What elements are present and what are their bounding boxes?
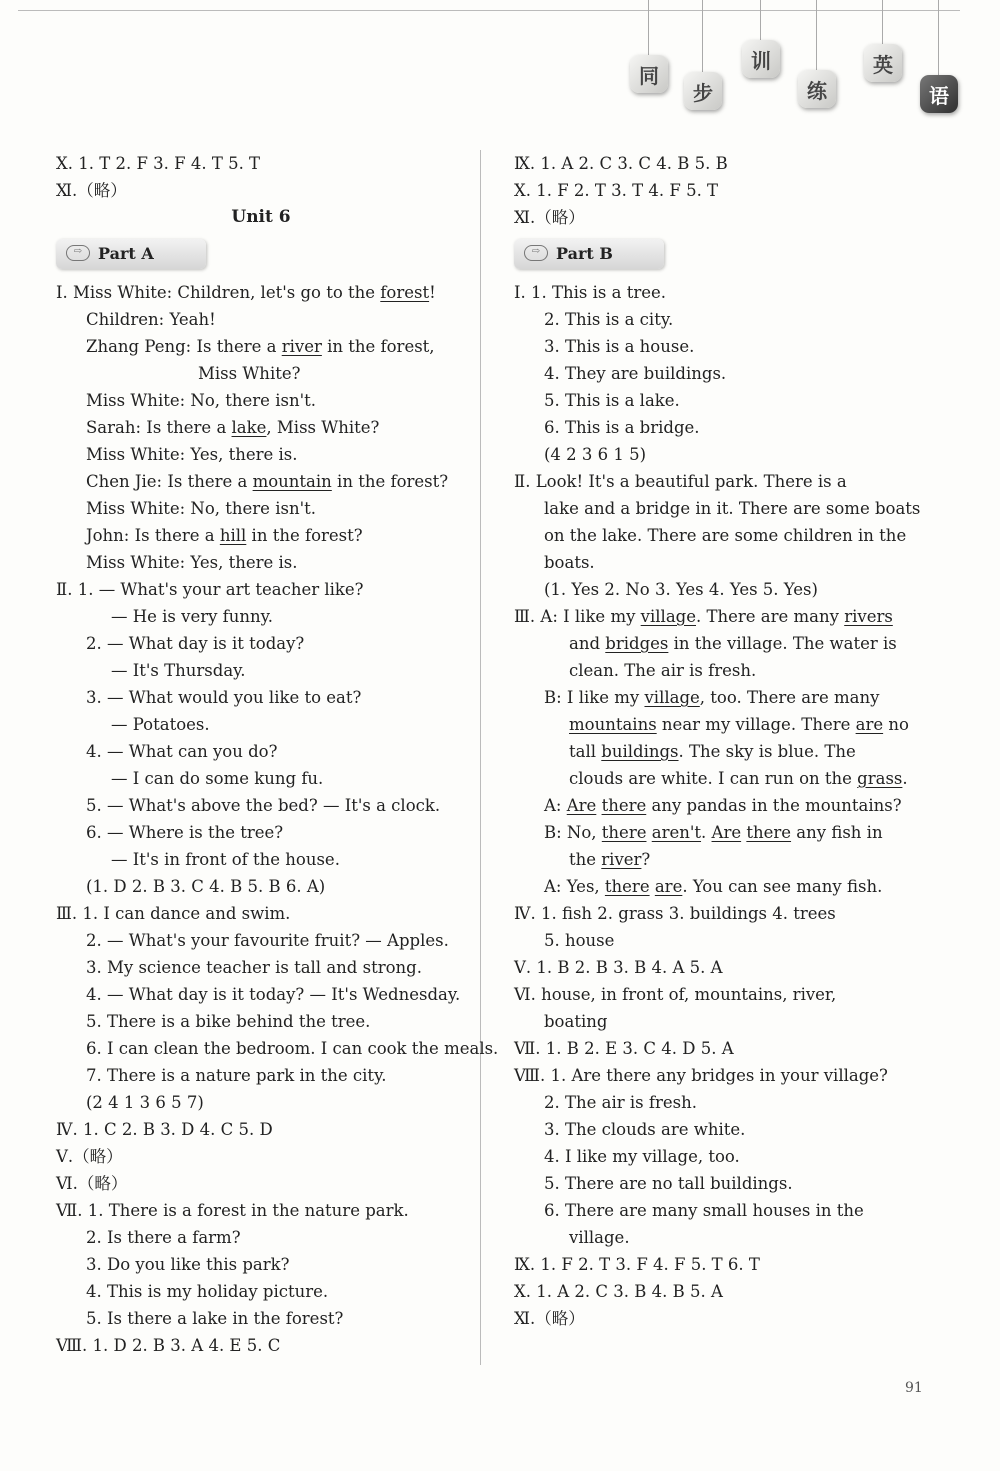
answer-line: Ⅸ. 1. A 2. C 3. C 4. B 5. B [514, 154, 728, 173]
answer-line: 4. — What day is it today? — It's Wednesday. [86, 985, 461, 1004]
answer-line: Ⅳ. 1. fish 2. grass 3. buildings 4. trees [514, 904, 836, 923]
answer-line: 3. My science teacher is tall and strong. [86, 958, 422, 977]
column-divider [480, 150, 481, 1365]
answer-line: Ⅺ.（略） [56, 181, 127, 200]
dialogue-line: A: Yes, there are. You can see many fish. [544, 877, 883, 896]
dialogue-line: Ⅲ. A: I like my village. There are many rivers [514, 607, 893, 626]
answer-line: 7. There is a nature park in the city. [86, 1066, 387, 1085]
dialogue-line: Miss White: Yes, there is. [86, 445, 298, 464]
answer-line: Ⅴ. 1. B 2. B 3. B 4. A 5. A [514, 958, 723, 977]
answer-line: Ⅷ. 1. D 2. B 3. A 4. E 5. C [56, 1336, 281, 1355]
answer-line: 6. — Where is the tree? [86, 823, 284, 842]
answer-line: 3. Do you like this park? [86, 1255, 290, 1274]
dialogue-line: B: No, there aren't. Are there any fish in [544, 823, 883, 842]
answer-line: 2. — What's your favourite fruit? — Apples. [86, 931, 449, 950]
passage-line: boats. [544, 553, 595, 572]
answer-line: — I can do some kung fu. [111, 769, 324, 788]
answer-line: 3. The clouds are white. [544, 1120, 746, 1139]
answer-line: 2. Is there a farm? [86, 1228, 241, 1247]
dialogue-line: mountains near my village. There are no [569, 715, 909, 734]
answer-line: Ⅶ. 1. B 2. E 3. C 4. D 5. A [514, 1039, 734, 1058]
answer-line: Ⅹ. 1. T 2. F 3. F 4. T 5. T [56, 154, 261, 173]
dialogue-line: clean. The air is fresh. [569, 661, 757, 680]
dialogue-line: Miss White: No, there isn't. [86, 391, 316, 410]
dialogue-line: Miss White: Yes, there is. [86, 553, 298, 572]
answer-line: Ⅶ. 1. There is a forest in the nature park. [56, 1201, 409, 1220]
title-tile-4: 练 [798, 70, 836, 108]
passage-line: Ⅱ. Look! It's a beautiful park. There is a [514, 472, 847, 491]
answer-line: 4. — What can you do? [86, 742, 278, 761]
dialogue-line: the river? [569, 850, 651, 869]
answer-line: 2. This is a city. [544, 310, 674, 329]
answer-line: Ⅳ. 1. C 2. B 3. D 4. C 5. D [56, 1120, 273, 1139]
answer-line: (2 4 1 3 6 5 7) [86, 1093, 204, 1112]
answer-line: Ⅱ. 1. — What's your art teacher like? [56, 580, 364, 599]
unit-heading: Unit 6 [231, 207, 291, 227]
right-column [514, 150, 921, 1332]
answer-line: 3. — What would you like to eat? [86, 688, 362, 707]
answer-line: 5. house [544, 931, 615, 950]
answer-line: Ⅹ. 1. A 2. C 3. B 4. B 5. A [514, 1282, 723, 1301]
answer-line: 2. — What day is it today? [86, 634, 305, 653]
answer-line: (1. D 2. B 3. C 4. B 5. B 6. A) [86, 877, 326, 896]
dialogue-line: clouds are white. I can run on the grass. [569, 769, 908, 788]
dialogue-line: tall buildings. The sky is blue. The [569, 742, 856, 761]
answer-line: — It's in front of the house. [111, 850, 340, 869]
arrow-icon: ⇨ [66, 245, 90, 261]
answer-line: Ⅰ. 1. This is a tree. [514, 283, 666, 302]
dialogue-line: Children: Yeah! [86, 310, 216, 329]
dialogue-line: Sarah: Is there a lake, Miss White? [86, 418, 380, 437]
book-title-strip [620, 0, 990, 150]
dialogue-line: Miss White? [198, 364, 301, 383]
answer-line: Ⅺ.（略） [514, 208, 585, 227]
dialogue-line: John: Is there a hill in the forest? [86, 526, 363, 545]
title-tile-5: 英 [864, 44, 902, 82]
answer-line: 5. Is there a lake in the forest? [86, 1309, 344, 1328]
answer-line: Ⅺ.（略） [514, 1309, 585, 1328]
answer-line: — It's Thursday. [111, 661, 246, 680]
answer-line: 6. I can clean the bedroom. I can cook the meals. [86, 1039, 499, 1058]
answer-line: Ⅵ. house, in front of, mountains, river, [514, 985, 837, 1004]
dialogue-line: Miss White: No, there isn't. [86, 499, 316, 518]
dialogue-line: Ⅰ. Miss White: Children, let's go to the forest! [56, 283, 436, 302]
answer-line: Ⅷ. 1. Are there any bridges in your village? [514, 1066, 888, 1085]
answer-line: 5. There is a bike behind the tree. [86, 1012, 371, 1031]
answer-line: 4. This is my holiday picture. [86, 1282, 329, 1301]
answer-line: Ⅸ. 1. F 2. T 3. F 4. F 5. T 6. T [514, 1255, 760, 1274]
answer-line: (4 2 3 6 1 5) [544, 445, 647, 464]
answer-line: Ⅵ.（略） [56, 1174, 128, 1193]
answer-line: 5. — What's above the bed? — It's a clock. [86, 796, 441, 815]
answer-line: Ⅴ.（略） [56, 1147, 123, 1166]
part-b-banner [514, 239, 664, 269]
page-number: 91 [905, 1380, 923, 1396]
passage-line: on the lake. There are some children in the [544, 526, 907, 545]
part-a-label: Part A [98, 244, 154, 263]
answer-line: Ⅲ. 1. I can dance and swim. [56, 904, 291, 923]
arrow-icon: ⇨ [524, 245, 548, 261]
dialogue-line: Zhang Peng: Is there a river in the forest, [86, 337, 435, 356]
answer-line: 6. There are many small houses in the [544, 1201, 864, 1220]
answer-line: 2. The air is fresh. [544, 1093, 697, 1112]
title-tile-6: 语 [920, 75, 958, 113]
answer-line: village. [569, 1228, 630, 1247]
answer-line: — Potatoes. [111, 715, 210, 734]
dialogue-line: A: Are there any pandas in the mountains? [544, 796, 902, 815]
answer-line: 5. There are no tall buildings. [544, 1174, 793, 1193]
answer-line: 4. I like my village, too. [544, 1147, 740, 1166]
left-column [56, 150, 499, 1359]
title-tile-2: 步 [684, 72, 722, 110]
answer-line: — He is very funny. [111, 607, 274, 626]
dialogue-line: B: I like my village, too. There are many [544, 688, 880, 707]
answer-line: 6. This is a bridge. [544, 418, 700, 437]
dialogue-line: Chen Jie: Is there a mountain in the forest? [86, 472, 449, 491]
title-tile-3: 训 [742, 40, 780, 78]
answer-line: boating [544, 1012, 608, 1031]
answer-line: 3. This is a house. [544, 337, 695, 356]
answer-line: 5. This is a lake. [544, 391, 680, 410]
passage-line: (1. Yes 2. No 3. Yes 4. Yes 5. Yes) [544, 580, 818, 599]
part-b-label: Part B [556, 244, 613, 263]
answer-line: Ⅹ. 1. F 2. T 3. T 4. F 5. T [514, 181, 719, 200]
part-a-banner [56, 239, 206, 269]
answer-line: 4. They are buildings. [544, 364, 727, 383]
title-tile-1: 同 [630, 55, 668, 93]
passage-line: lake and a bridge in it. There are some boats [544, 499, 921, 518]
dialogue-line: and bridges in the village. The water is [569, 634, 897, 653]
